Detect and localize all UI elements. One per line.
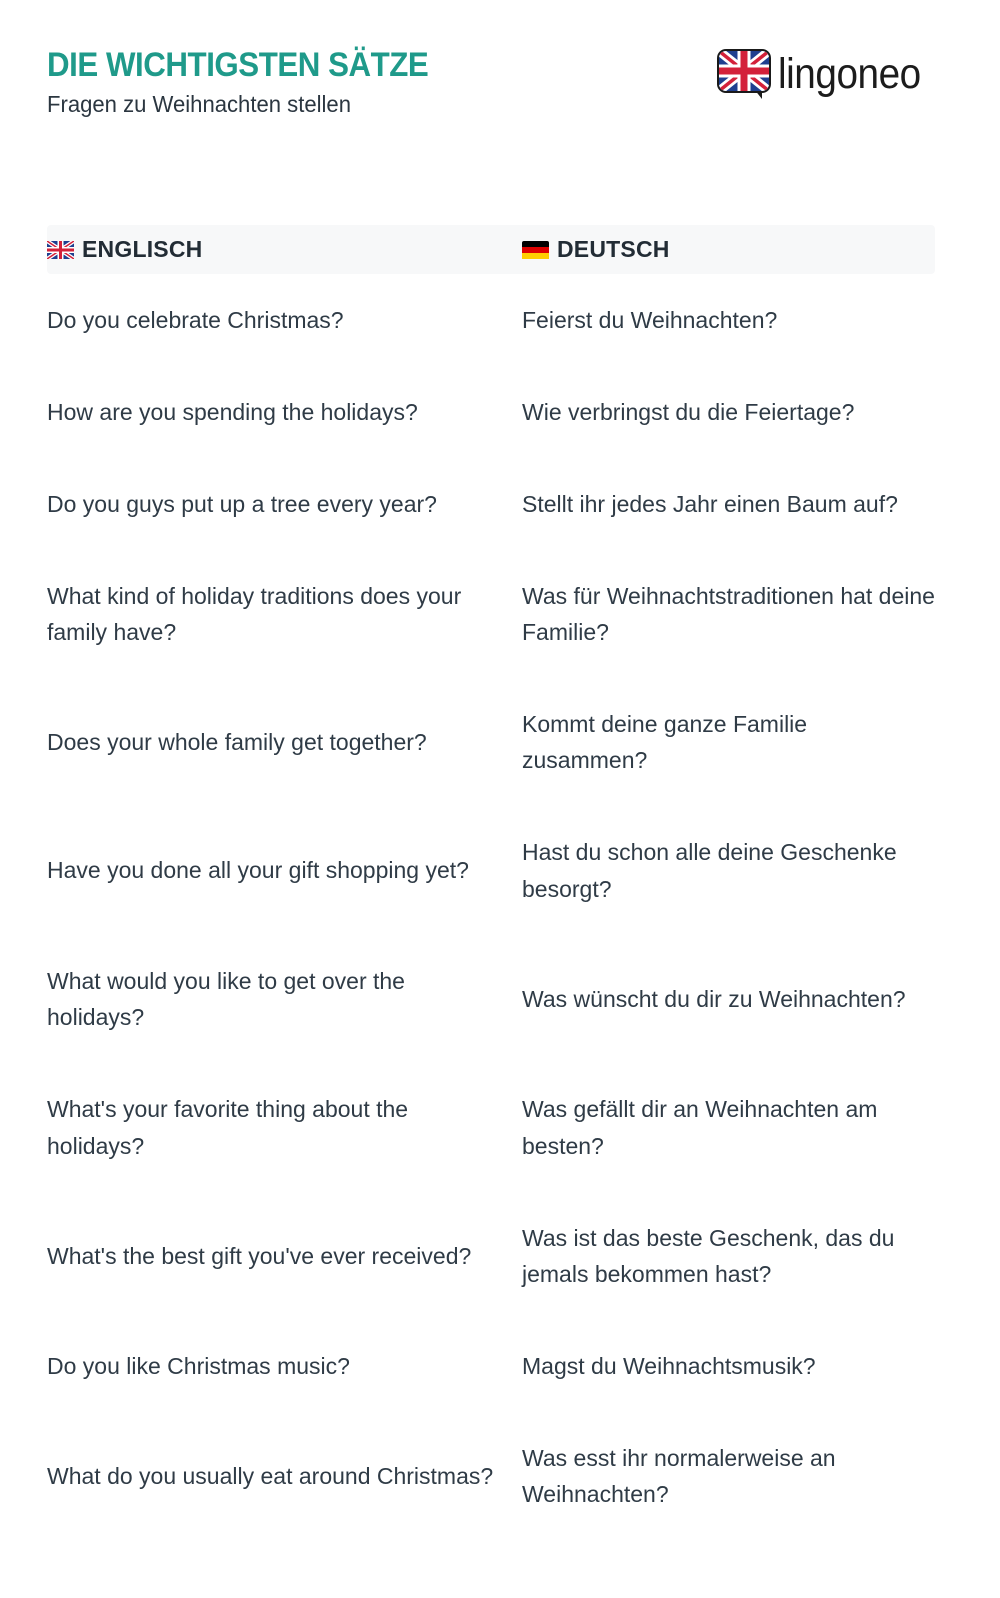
- german-flag-icon: [522, 241, 557, 259]
- table-row: [47, 1192, 935, 1320]
- german-phrase: Was für Weihnachtstraditionen hat deine Familie?: [522, 582, 935, 645]
- english-phrase: What's the best gift you've ever received?: [47, 1242, 472, 1269]
- phrase-table: [47, 274, 935, 1540]
- german-phrase: Magst du Weihnachtsmusik?: [522, 1352, 816, 1379]
- table-row: [47, 678, 935, 806]
- table-header: [47, 225, 935, 274]
- german-phrase: Was ist das beste Geschenk, das du jemals bekommen hast?: [522, 1224, 895, 1287]
- english-phrase: How are you spending the holidays?: [47, 398, 418, 425]
- column-header-german-label: DEUTSCH: [557, 236, 670, 262]
- english-phrase: Do you like Christmas music?: [47, 1352, 350, 1379]
- column-header-english: [47, 225, 202, 274]
- english-phrase: Have you done all your gift shopping yet?: [47, 857, 469, 884]
- page-subtitle: Fragen zu Weihnachten stellen: [47, 91, 351, 117]
- logo-wordmark: lingoneo: [778, 50, 922, 98]
- german-phrase: Stellt ihr jedes Jahr einen Baum auf?: [522, 490, 898, 517]
- table-row: [47, 1063, 935, 1192]
- page-title: DIE WICHTIGSTEN SÄTZE: [47, 46, 429, 84]
- column-header-english-label: ENGLISCH: [82, 236, 203, 262]
- table-row: [47, 458, 935, 550]
- uk-flag-icon: [47, 241, 82, 259]
- german-phrase: Feierst du Weihnachten?: [522, 306, 778, 333]
- table-row: [47, 550, 935, 678]
- table-row: [47, 1320, 935, 1412]
- table-row: [47, 1412, 935, 1540]
- german-phrase: Was gefällt dir an Weihnachten am besten?: [522, 1096, 878, 1159]
- table-row: [47, 935, 935, 1063]
- lingoneo-logo[interactable]: [716, 48, 937, 100]
- english-phrase: What do you usually eat around Christmas?: [47, 1462, 494, 1489]
- english-phrase: Do you guys put up a tree every year?: [47, 490, 437, 517]
- column-header-german: [522, 225, 670, 274]
- german-phrase: Was wünscht du dir zu Weihnachten?: [522, 985, 906, 1012]
- german-phrase: Kommt deine ganze Familie zusammen?: [522, 710, 808, 773]
- page-header: [47, 44, 937, 134]
- table-row: [47, 366, 935, 458]
- table-row: [47, 806, 935, 935]
- german-phrase: Was esst ihr normalerweise an Weihnachten?: [522, 1444, 836, 1507]
- german-phrase: Hast du schon alle deine Geschenke besorgt?: [522, 839, 897, 902]
- english-phrase: What kind of holiday traditions does your family have?: [47, 582, 462, 645]
- english-phrase: What would you like to get over the holidays?: [47, 967, 405, 1030]
- table-row: [47, 274, 935, 366]
- english-phrase: Does your whole family get together?: [47, 728, 427, 755]
- english-phrase: Do you celebrate Christmas?: [47, 306, 344, 333]
- uk-flag-speech-bubble-icon: [716, 48, 772, 100]
- english-phrase: What's your favorite thing about the holidays?: [47, 1096, 409, 1159]
- german-phrase: Wie verbringst du die Feiertage?: [522, 398, 855, 425]
